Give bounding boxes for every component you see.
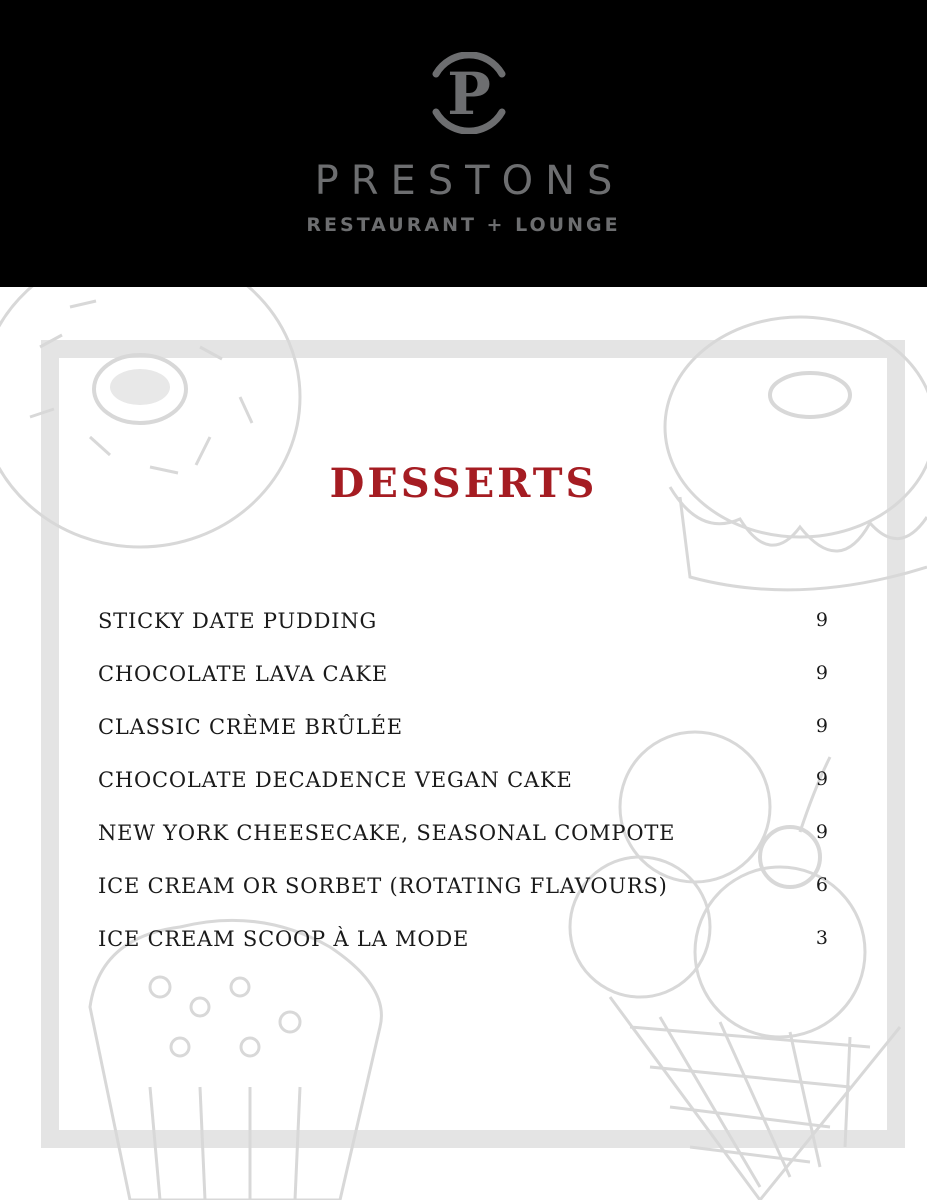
menu-item xyxy=(98,874,832,927)
menu-item xyxy=(98,609,832,662)
menu-item-price: 9 xyxy=(815,715,828,737)
menu-item-price: 9 xyxy=(815,821,828,843)
menu-item-price: 3 xyxy=(815,927,828,949)
brand-subtitle: RESTAURANT + LOUNGE xyxy=(306,214,621,236)
menu-item-name: ICE CREAM SCOOP À LA MODE xyxy=(98,927,470,951)
logo-letter: P xyxy=(447,60,491,128)
menu-item-name: CHOCOLATE DECADENCE VEGAN CAKE xyxy=(98,768,573,792)
menu-item-name: CHOCOLATE LAVA CAKE xyxy=(98,662,388,686)
menu-item xyxy=(98,768,832,821)
brand-name: PRESTONS xyxy=(314,158,625,204)
menu-header xyxy=(0,0,927,287)
menu-item xyxy=(98,927,832,980)
menu-item-price: 9 xyxy=(815,662,828,684)
menu-item-price: 9 xyxy=(815,768,828,790)
menu-item xyxy=(98,821,832,874)
menu-item-price: 6 xyxy=(815,874,828,896)
section-title-desserts: DESSERTS xyxy=(329,460,598,507)
dessert-menu-list xyxy=(98,609,832,980)
menu-item xyxy=(98,662,832,715)
menu-item xyxy=(98,715,832,768)
prestons-logo-icon xyxy=(428,52,510,134)
menu-item-price: 9 xyxy=(815,609,828,631)
menu-item-name: ICE CREAM OR SORBET (ROTATING FLAVOURS) xyxy=(98,874,668,898)
menu-item-name: NEW YORK CHEESECAKE, SEASONAL COMPOTE xyxy=(98,821,676,845)
menu-item-name: CLASSIC CRÈME BRÛLÉE xyxy=(98,715,403,739)
menu-item-name: STICKY DATE PUDDING xyxy=(98,609,378,633)
